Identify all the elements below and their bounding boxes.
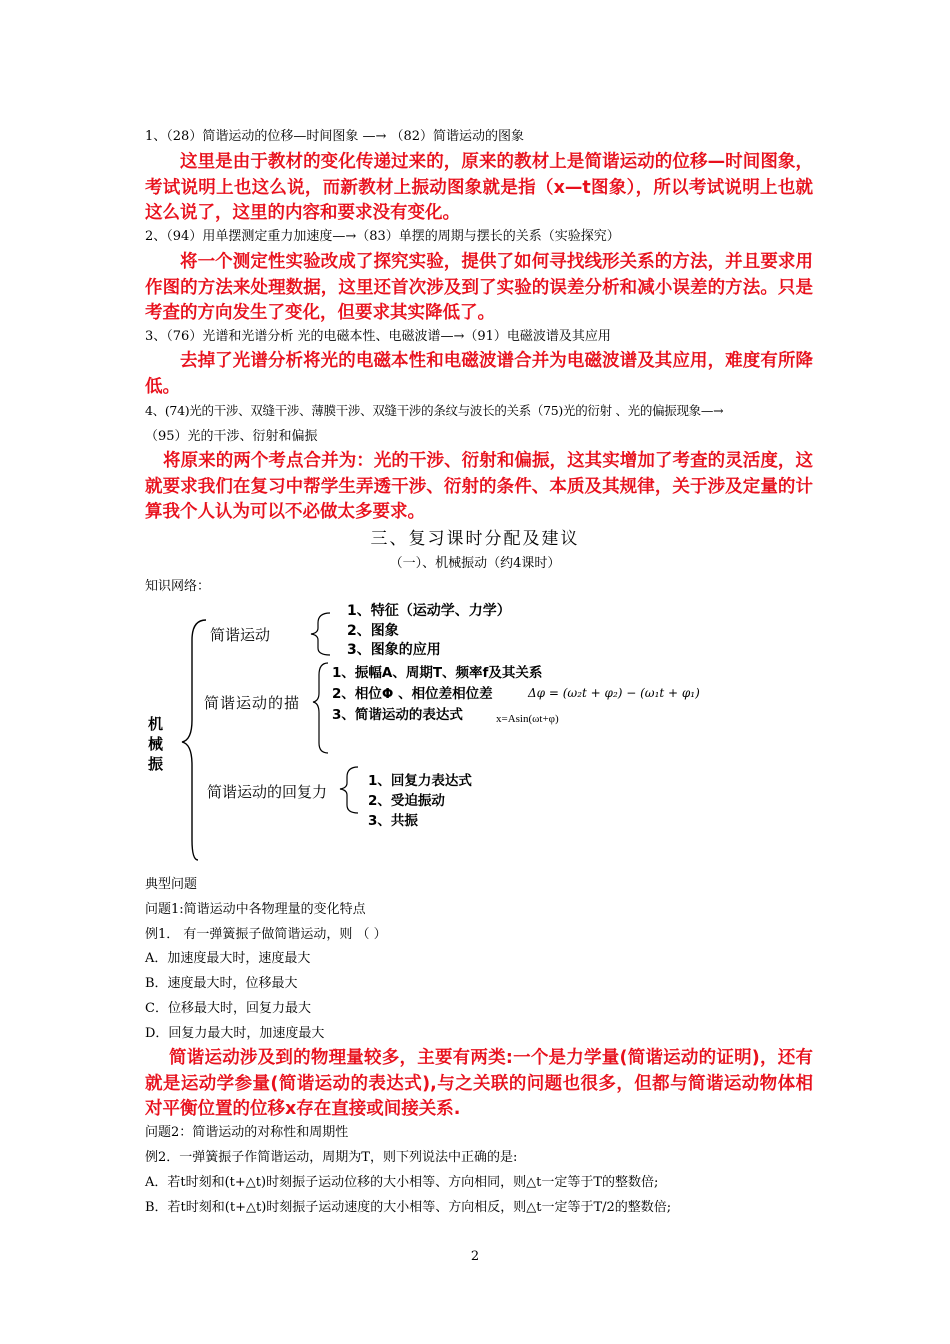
branch1-item-1: 1、特征（运动学、力学）: [347, 603, 511, 619]
branch2-item-2: 2、相位Φ 、相位差相位差: [332, 686, 493, 702]
branch3-item-1: 1、回复力表达式: [368, 773, 472, 789]
subsection-title: （一）、机械振动（约4课时）: [389, 556, 561, 571]
branch2-label: 简谐运动的描: [204, 694, 301, 712]
problem1-option-b: B．速度最大时，位移最大: [145, 976, 298, 991]
change-line-3: 3、（76）光谱和光谱分析 光的电磁本性、电磁波谱—→（91）电磁波谱及其应用: [145, 329, 611, 344]
branch2-formula-x: x=Asin(ωt+φ): [496, 713, 559, 725]
problem1-option-a: A．加速度最大时，速度最大: [145, 951, 311, 966]
section-title: 三、复习课时分配及建议: [370, 529, 580, 549]
brace-1: [311, 613, 330, 655]
root-char-3: 振: [148, 755, 164, 773]
typical-label: 典型问题: [145, 877, 198, 892]
change-line-4-cont: （95）光的干涉、衍射和偏振: [145, 429, 318, 444]
knowledge-label: 知识网络：: [145, 579, 211, 594]
main-brace: [182, 620, 206, 860]
branch3-item-3-clip: [368, 809, 488, 829]
problem1-option-c: C．位移最大时，回复力最大: [145, 1001, 311, 1016]
knowledge-diagram: [0, 595, 950, 865]
page-number: 2: [470, 1249, 480, 1264]
branch2-formula-phase: Δφ = (ω₂t + φ₂) − (ω₁t + φ₁): [528, 686, 700, 700]
problem2-option-a: A．若t时刻和(t+△t)时刻振子运动位移的大小相等、方向相同，则△t一定等于T的整数倍;: [145, 1175, 659, 1190]
branch1-item-3: 3、图象的应用: [347, 642, 441, 658]
brace-3: [340, 767, 358, 813]
change-line-4: 4、(74)光的干涉、双缝干涉、薄膜干涉、双缝干涉的条纹与波长的关系（75)光的衍射 、光的偏振现象—→: [145, 403, 724, 418]
branch1-label: 简谐运动: [210, 626, 271, 644]
problem1-note: 简谐运动涉及到的物理量较多，主要有两类:一个是力学量(简谐运动的证明)，还有就是运动学参量(简谐运动的表达式),与之关联的问题也很多，但都与简谐运动物体相对平衡位置的位移x存在直接或间接关系.: [145, 1048, 813, 1119]
diagram-braces: [0, 595, 950, 865]
branch3-item-2: 2、受迫振动: [368, 793, 445, 809]
branch3-label: 简谐运动的回复力: [207, 783, 328, 801]
brace-2: [313, 663, 328, 753]
change-note-3: 去掉了光谱分析将光的电磁本性和电磁波谱合并为电磁波谱及其应用，难度有所降低。: [145, 351, 813, 397]
problem1-title: 问题1:简谐运动中各物理量的变化特点: [145, 902, 366, 917]
problem1-question: 例1． 有一弹簧振子做简谐运动，则 （ ）: [145, 927, 387, 942]
change-note-2: 将一个测定性实验改成了探究实验，提供了如何寻找线形关系的方法，并且要求用作图的方法来处理数据，这里还首次涉及到了实验的误差分析和减小误差的方法。只是考查的方向发生了变化，但要求其实降低了。: [145, 252, 813, 323]
problem2-question: 例2．一弹簧振子作简谐运动，周期为T，则下列说法中正确的是:: [145, 1150, 518, 1165]
change-line-2: 2、（94）用单摆测定重力加速度—→（83）单摆的周期与摆长的关系（实验探究）: [145, 229, 620, 244]
problem1-option-d: D．回复力最大时，加速度最大: [145, 1026, 325, 1041]
branch1-item-2: 2、图象: [347, 623, 399, 639]
problem2-title: 问题2：简谐运动的对称性和周期性: [145, 1125, 349, 1140]
change-note-4: 将原来的两个考点合并为：光的干涉、衍射和偏振，这其实增加了考查的灵活度，这就要求我们在复习中帮学生弄透干涉、衍射的条件、本质及其规律，关于涉及定量的计算我个人认为可以不必做太多要求。: [145, 451, 813, 522]
root-char-2: 械: [148, 735, 164, 753]
change-line-1: 1、（28）简谐运动的位移—时间图象 —→ （82）简谐运动的图象: [145, 129, 525, 144]
root-char-1: 机: [148, 715, 164, 733]
branch2-item-1: 1、振幅A、周期T、频率f及其关系: [332, 665, 543, 681]
problem2-option-b: B．若t时刻和(t+△t)时刻振子运动速度的大小相等、方向相反，则△t一定等于T/2的整数倍;: [145, 1200, 672, 1215]
change-note-1: 这里是由于教材的变化传递过来的，原来的教材上是简谐运动的位移—时间图象，考试说明上也这么说，而新教材上振动图象就是指（x—t图象），所以考试说明上也就这么说了，这里的内容和要求没有变化。: [145, 152, 813, 223]
branch3-item-3: 3、共振: [368, 813, 418, 829]
branch2-item-3: 3、简谐运动的表达式: [332, 707, 463, 723]
